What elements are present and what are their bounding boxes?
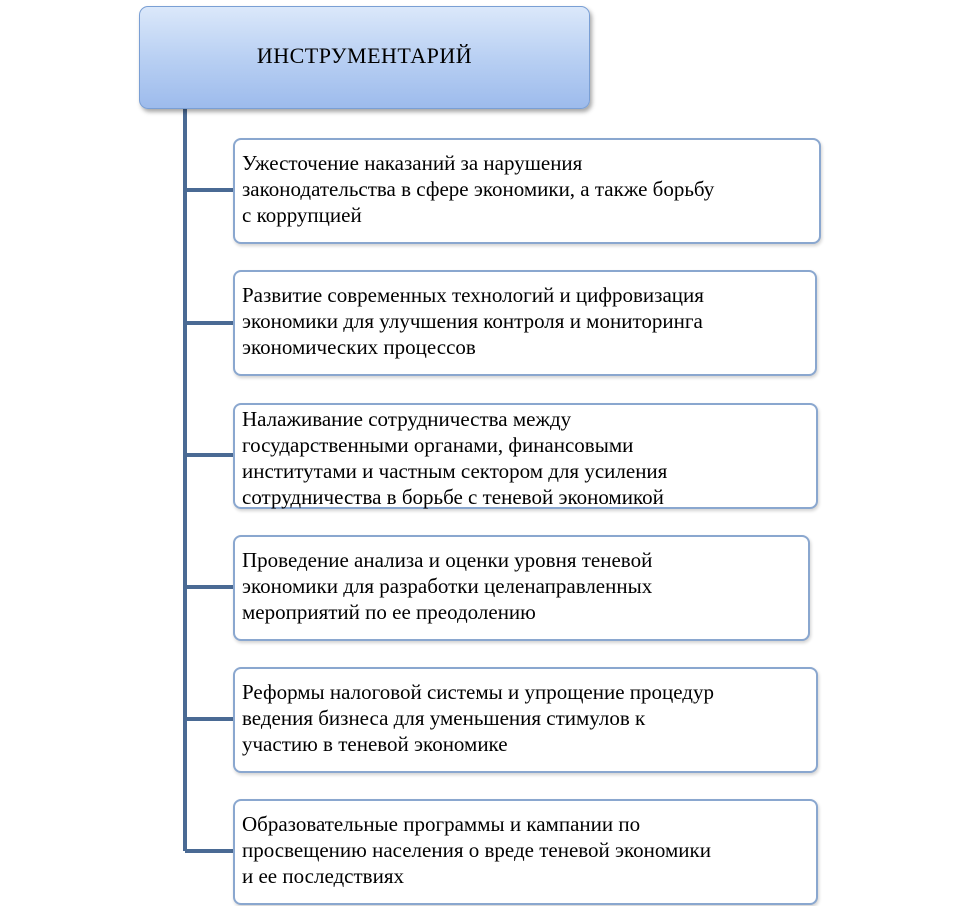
root-node: [139, 6, 590, 109]
item-text-3: Налаживание сотрудничества между государственными органами, финансовыми институтами и частным сектором для усиления сотрудничества в борьбе с теневой экономикой: [242, 407, 668, 509]
item-text-5: Реформы налоговой системы и упрощение процедур ведения бизнеса для уменьшения стимулов к участию в теневой экономике: [242, 680, 714, 756]
item-node-5: [233, 667, 818, 773]
item-text-4: Проведение анализа и оценки уровня теневой экономики для разработки целенаправленных мероприятий по ее преодолению: [242, 548, 653, 624]
item-node-1: [233, 138, 821, 244]
item-node-3: [233, 403, 818, 509]
item-node-4: [233, 535, 810, 641]
item-node-2: [233, 270, 817, 376]
item-node-6: [233, 799, 818, 905]
item-text-2: Развитие современных технологий и цифровизация экономики для улучшения контроля и мониторинга экономических процессов: [242, 283, 704, 359]
item-text-6: Образовательные программы и кампании по просвещению населения о вреде теневой экономики и ее последствиях: [242, 812, 711, 888]
root-title: ИНСТРУМЕНТАРИЙ: [256, 42, 473, 68]
item-text-1: Ужесточение наказаний за нарушения законодательства в сфере экономики, а также борьбу с коррупцией: [242, 151, 715, 227]
